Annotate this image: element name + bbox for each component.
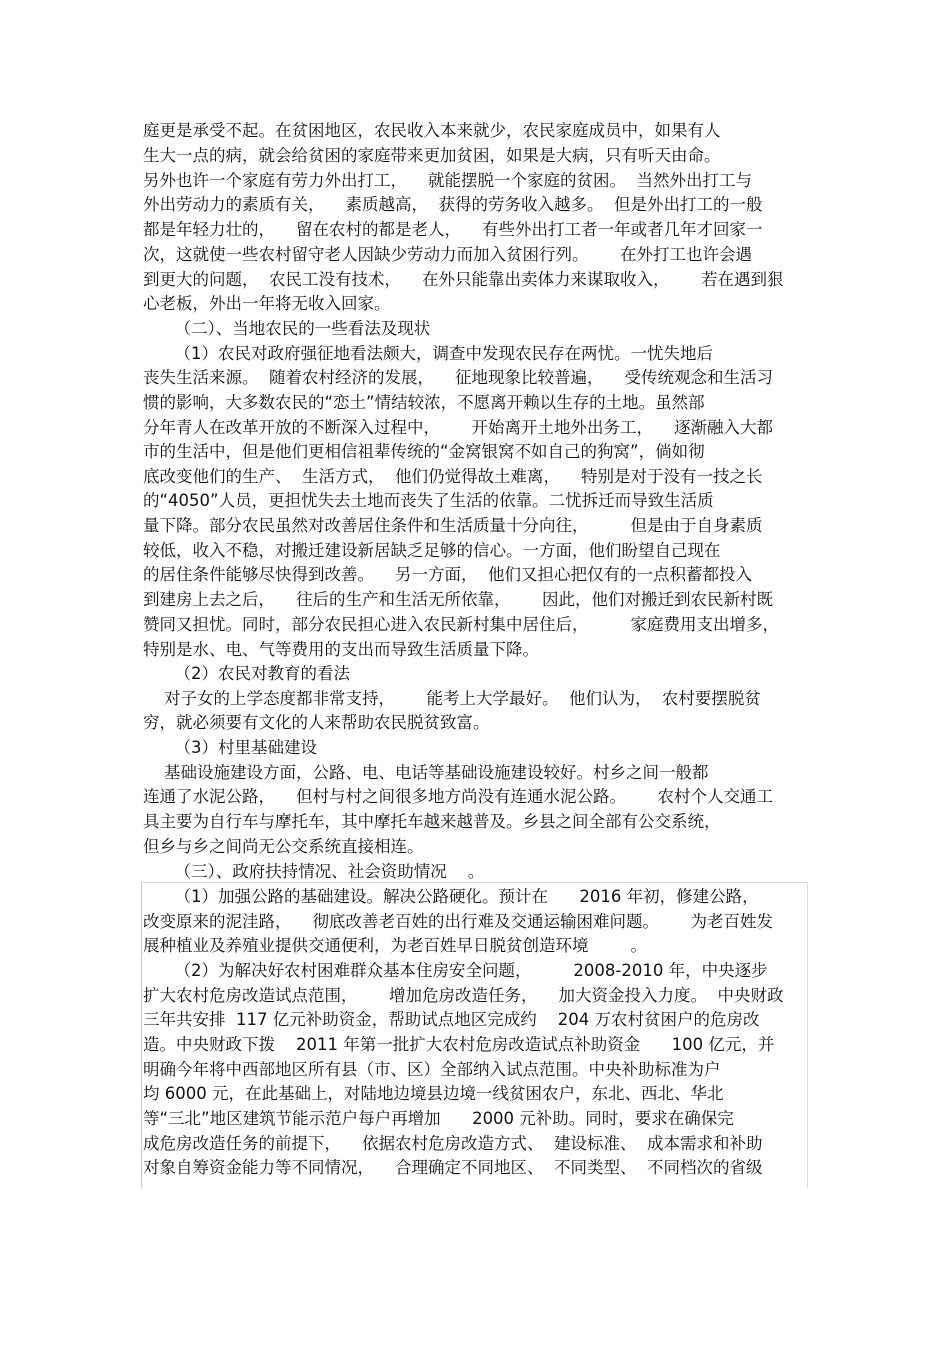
- text-line: 展种植业及养殖业提供交通便利，为老百姓早日脱贫创造环境 。: [143, 936, 647, 955]
- text-line: 心老板，外出一年将无收入回家。: [143, 294, 391, 313]
- text-line: 基础设施建设方面，公路、电、电话等基础设施建设较好。村乡之间一般都: [143, 763, 709, 782]
- text-line: 的居住条件能够尽快得到改善。 另一方面， 他们又担心把仅有的一点积蓄都投入: [143, 565, 752, 584]
- text-line: 丧失生活来源。 随着农村经济的发展， 征地现象比较普遍， 受传统观念和生活习: [143, 368, 773, 387]
- text-line: 扩大农村危房改造试点范围， 增加危房改造任务， 加大资金投入力度。 中央财政: [143, 986, 784, 1005]
- text-line: （2）农民对教育的看法: [143, 664, 350, 683]
- text-line: 到更大的问题， 农民工没有技术， 在外只能靠出卖体力来谋取收入， 若在遇到狠: [143, 270, 784, 289]
- text-line: 外出劳动力的素质有关， 素质越高， 获得的劳务收入越多。 但是外出打工的一般: [143, 195, 763, 214]
- text-line: 均 6000 元，在此基础上，对陆地边境县边境一线贫困农户，东北、西北、华北: [143, 1084, 724, 1103]
- text-line: 另外也许一个家庭有劳力外出打工， 就能摆脱一个家庭的贫困。 当然外出打工与: [143, 171, 752, 190]
- text-line: （2）为解决好农村困难群众基本住房安全问题， 2008-2010 年，中央逐步: [143, 961, 768, 980]
- text-line: （1）加强公路的基础建设。解决公路硬化。预计在 2016 年初，修建公路，: [143, 887, 759, 906]
- text-line: 具主要为自行车与摩托车，其中摩托车越来越普及。乡县之间全部有公交系统，: [143, 812, 721, 831]
- text-line: 等“三北”地区建筑节能示范户每户再增加 2000 元补助。同时，要求在确保完: [143, 1109, 734, 1128]
- text-line: 生大一点的病，就会给贫困的家庭带来更加贫困，如果是大病，只有听天由命。: [143, 146, 721, 165]
- text-line: 底改变他们的生产、 生活方式， 他们仍觉得故土难离， 特别是对于没有一技之长: [143, 467, 763, 486]
- text-line: 特别是水、电、气等费用的支出而导致生活质量下降。: [143, 640, 539, 659]
- text-line: 分年青人在改革开放的不断深入过程中， 开始离开土地外出务工， 逐渐融入大都: [143, 418, 773, 437]
- text-line: （3）村里基础建设: [143, 738, 317, 757]
- text-line: 量下降。部分农民虽然对改善居住条件和生活质量十分向往， 但是由于自身素质: [143, 516, 763, 535]
- text-line: 穷，就必须要有文化的人来帮助农民脱贫致富。: [143, 713, 490, 732]
- text-line: 市的生活中，但是他们更相信祖辈传统的“金窝银窝不如自己的狗窝”，倘如彻: [143, 442, 705, 461]
- text-line: 改变原来的泥洼路， 彻底改善老百姓的出行难及交通运输困难问题。 为老百姓发: [143, 912, 773, 931]
- text-line: （三）、政府扶持情况、社会资助情况 。: [143, 862, 485, 881]
- text-line: 三年共安排 117 亿元补助资金，帮助试点地区完成约 204 万农村贫困户的危房改: [143, 1010, 760, 1029]
- text-line: 较低，收入不稳，对搬迁建设新居缺乏足够的信心。一方面，他们盼望自己现在: [143, 541, 721, 560]
- text-line: 的“4050”人员，更担忧失去土地而丧失了生活的依靠。二忧拆迁而导致生活质: [143, 491, 714, 510]
- text-line: 惯的影响，大多数农民的“恋土”情结较浓，不愿离开赖以生存的土地。虽然部: [143, 393, 705, 412]
- text-line: 到建房上去之后， 往后的生产和生活无所依靠， 因此，他们对搬迁到农民新村既: [143, 590, 773, 609]
- text-line: （1）农民对政府强征地看法颇大，调查中发现农民存在两忧。一忧失地后: [143, 344, 713, 363]
- text-line: 次，这就使一些农村留守老人因缺少劳动力而加入贫困行列。 在外打工也许会遇: [143, 245, 752, 264]
- text-line: 对象自筹资金能力等不同情况， 合理确定不同地区、 不同类型、 不同档次的省级: [143, 1158, 763, 1177]
- text-line: 庭更是承受不起。在贫困地区，农民收入本来就少，农民家庭成员中，如果有人: [143, 121, 721, 140]
- text-line: 连通了水泥公路， 但村与村之间很多地方尚没有连通水泥公路。 农村个人交通工: [143, 787, 773, 806]
- text-line: 造。中央财政下拨 2011 年第一批扩大农村危房改造试点补助资金 100 亿元，并: [143, 1035, 775, 1054]
- text-line: 明确今年将中西部地区所有县（市、区）全部纳入试点范围。中央补助标准为户: [143, 1060, 721, 1079]
- text-line: 但乡与乡之间尚无公交系统直接相连。: [143, 837, 424, 856]
- text-line: 对子女的上学态度都非常支持， 能考上大学最好。 他们认为， 农村要摆脱贫: [143, 689, 761, 708]
- text-line: （二）、当地农民的一些看法及现状: [143, 319, 431, 338]
- text-line: 赞同又担忧。同时，部分农民担心进入农民新村集中居住后， 家庭费用支出增多，: [143, 615, 779, 634]
- text-line: 都是年轻力壮的， 留在农村的都是老人， 有些外出打工者一年或者几年才回家一: [143, 220, 763, 239]
- text-line: 成危房改造任务的前提下， 依据农村危房改造方式、 建设标准、 成本需求和补助: [143, 1134, 763, 1153]
